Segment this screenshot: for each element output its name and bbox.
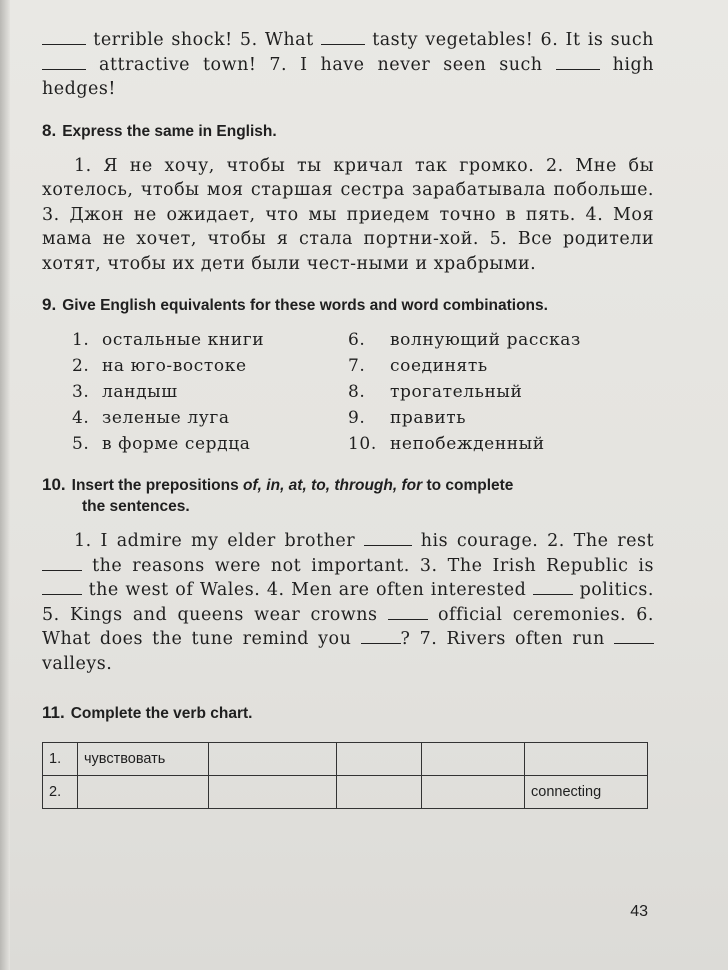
answer-blank[interactable] (321, 30, 365, 45)
exercise-number: 9. (42, 295, 57, 314)
word-item (348, 432, 648, 456)
exercise-number: 10. (42, 475, 66, 494)
item-number: 1. (72, 330, 90, 350)
word-item (348, 354, 648, 378)
exercise-11-heading (42, 702, 654, 724)
table-cell[interactable] (422, 776, 525, 809)
text-segment: ? 7. Rivers often run (400, 629, 605, 649)
binding-shadow (0, 0, 10, 970)
exercise-10-text (42, 529, 654, 676)
table-cell[interactable] (337, 776, 422, 809)
item-number: 2. (72, 356, 90, 376)
text-segment: official ceremonies. 6. What does the tune remind you (42, 604, 654, 649)
table-row (43, 776, 648, 809)
answer-blank[interactable] (42, 55, 86, 70)
text-segment: high hedges! (42, 54, 654, 99)
word-list (42, 328, 654, 456)
item-number: 9. (348, 408, 366, 428)
table-cell[interactable] (209, 776, 337, 809)
text-segment: the west of Wales. 4. Men are often interested (88, 580, 527, 600)
item-number: 3. (72, 382, 90, 402)
text-segment: terrible shock! 5. What (93, 30, 314, 50)
answer-blank[interactable] (614, 629, 654, 644)
word-item (348, 328, 648, 352)
table-cell[interactable] (209, 743, 337, 776)
table-cell[interactable]: чувствовать (78, 743, 209, 776)
item-number: 8. (348, 382, 366, 402)
text-segment: 1. I admire my elder brother (74, 531, 356, 551)
text-segment: attractive town! 7. I have never seen such (99, 54, 543, 75)
answer-blank[interactable] (388, 605, 428, 620)
text-segment: is such (587, 30, 654, 50)
answer-blank[interactable] (364, 531, 412, 546)
text-segment: politics. 5. Kings and queens wear crowns (42, 580, 654, 625)
answer-blank[interactable] (556, 55, 600, 70)
item-text: трогательный (390, 382, 523, 402)
page-number: 43 (630, 903, 648, 920)
exercise-title: Express the same in English. (62, 122, 277, 140)
exercise-title-cont: to complete (426, 477, 514, 494)
item-number: 6. (348, 330, 366, 350)
exercise-title: Complete the verb chart. (70, 705, 253, 722)
item-text: зеленые луга (102, 408, 230, 428)
answer-blank[interactable] (42, 580, 82, 595)
exercise-8-body: 1. Я не хочу, чтобы ты кричал так громко. 2. Мне бы хотелось, чтобы моя старшая сестра зарабатывала побольше. 3. Джон не ожидает, что мы приедем точно в пять. 4. Моя мама не хочет, чтобы я стала портни-хой. 5. Все родители хотят, чтобы их дети были чест-ными и храбрыми. (42, 155, 654, 274)
item-text: ландыш (102, 382, 178, 402)
table-cell[interactable] (78, 776, 209, 809)
item-text: соединять (390, 356, 488, 376)
answer-blank[interactable] (42, 556, 82, 571)
item-text: править (390, 408, 467, 428)
answer-blank[interactable] (533, 580, 573, 595)
word-item (72, 354, 348, 378)
exercise-8-heading (42, 120, 654, 142)
row-number: 2. (43, 776, 78, 809)
word-item (72, 432, 348, 456)
item-number: 4. (72, 408, 90, 428)
row-number: 1. (43, 743, 78, 776)
previous-exercise-continuation (42, 28, 654, 102)
word-item (72, 380, 348, 404)
text-segment: valleys. (42, 653, 113, 674)
item-number: 7. (348, 356, 366, 376)
word-item (348, 380, 648, 404)
table-cell[interactable] (337, 743, 422, 776)
table-cell[interactable] (422, 743, 525, 776)
item-number: 5. (72, 434, 90, 454)
item-text: на юго-востоке (102, 356, 247, 376)
text-segment: tasty vegetables! 6. It (372, 30, 581, 50)
answer-blank[interactable] (361, 629, 401, 644)
word-item (72, 328, 348, 352)
exercise-8-text (42, 154, 654, 277)
verb-chart (42, 742, 648, 809)
word-item (72, 406, 348, 430)
item-text: в форме сердца (102, 434, 251, 454)
table-row (43, 743, 648, 776)
page-content (42, 28, 654, 809)
exercise-number: 8. (42, 120, 57, 140)
table-cell[interactable]: connecting (525, 776, 648, 809)
word-item (348, 406, 648, 430)
exercise-10-heading (42, 474, 654, 517)
item-text: остальные книги (102, 330, 265, 350)
item-text: волнующий рассказ (390, 330, 581, 350)
exercise-title-line2: the sentences. (82, 498, 190, 515)
exercise-9-heading (42, 294, 654, 316)
text-segment: his courage. 2. The rest (420, 531, 654, 551)
item-number: 10. (348, 434, 377, 454)
answer-blank[interactable] (42, 30, 86, 45)
exercise-title: Give English equivalents for these words and word combinations. (62, 297, 548, 314)
text-segment: the reasons were not important. 3. The Irish Republic is (92, 555, 654, 576)
preposition-list: of, in, at, to, through, for (243, 477, 423, 494)
exercise-title: Insert the prepositions (71, 477, 239, 494)
item-text: непобежденный (390, 434, 545, 454)
exercise-number: 11. (42, 703, 65, 722)
table-cell[interactable] (525, 743, 648, 776)
